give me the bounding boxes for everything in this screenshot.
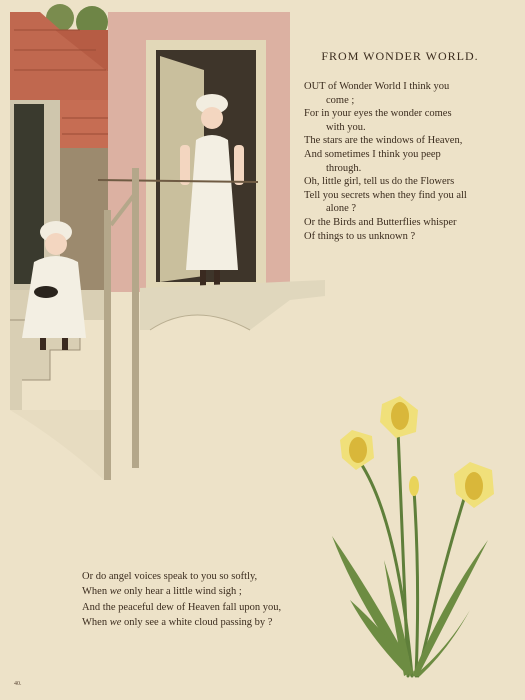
poem-line-text: When bbox=[82, 586, 110, 598]
emphasized-word: we bbox=[109, 586, 122, 598]
daffodil-bud bbox=[409, 476, 419, 496]
poem-line-text: only see a white cloud passing by ? bbox=[121, 617, 273, 629]
poem-line bbox=[82, 569, 342, 584]
daffodil-flower-3 bbox=[454, 462, 494, 508]
poem-line: Of things to us unknown ? bbox=[304, 230, 416, 242]
poem-line: come ; bbox=[326, 94, 355, 106]
poem-line-text: When bbox=[82, 617, 110, 629]
daffodils bbox=[332, 396, 494, 676]
emphasized-word: we bbox=[109, 617, 122, 629]
poem-line-text: And the peaceful dew of Heaven fall upon you, bbox=[82, 601, 282, 613]
poem-line: Tell you secrets when they find you all bbox=[304, 189, 467, 201]
poem-line bbox=[82, 615, 342, 630]
poem-stanza-2 bbox=[82, 569, 342, 631]
poem-line: The stars are the windows of Heaven, bbox=[304, 135, 463, 147]
poem-line: Or the Birds and Butterflies whisper bbox=[304, 216, 457, 228]
poem-line: through. bbox=[326, 162, 362, 174]
poem-line: with you. bbox=[326, 121, 366, 133]
poem-line: OUT of Wonder World I think you bbox=[304, 81, 450, 92]
poem-line-text: only hear a little wind sigh ; bbox=[121, 586, 242, 598]
wall-shadow-wash bbox=[10, 410, 104, 480]
poem-line bbox=[82, 584, 342, 599]
landing-ledge bbox=[140, 280, 325, 330]
poem-title: FROM WONDER WORLD. bbox=[321, 49, 479, 63]
poem-line bbox=[82, 600, 342, 615]
poem-line-text: Or do angel voices speak to you so softly, bbox=[82, 571, 258, 582]
page-number: 40. bbox=[14, 681, 22, 687]
poem-stanza-1 bbox=[304, 80, 514, 243]
poem-line: For in your eyes the wonder comes bbox=[304, 108, 452, 120]
poem-line: And sometimes I think you peep bbox=[304, 148, 441, 160]
daffodil-flower-2 bbox=[340, 430, 374, 470]
poem-line: Oh, little girl, tell us do the Flowers bbox=[304, 176, 455, 188]
daffodil-flower-1 bbox=[380, 396, 418, 438]
poem-line: alone ? bbox=[326, 203, 357, 215]
